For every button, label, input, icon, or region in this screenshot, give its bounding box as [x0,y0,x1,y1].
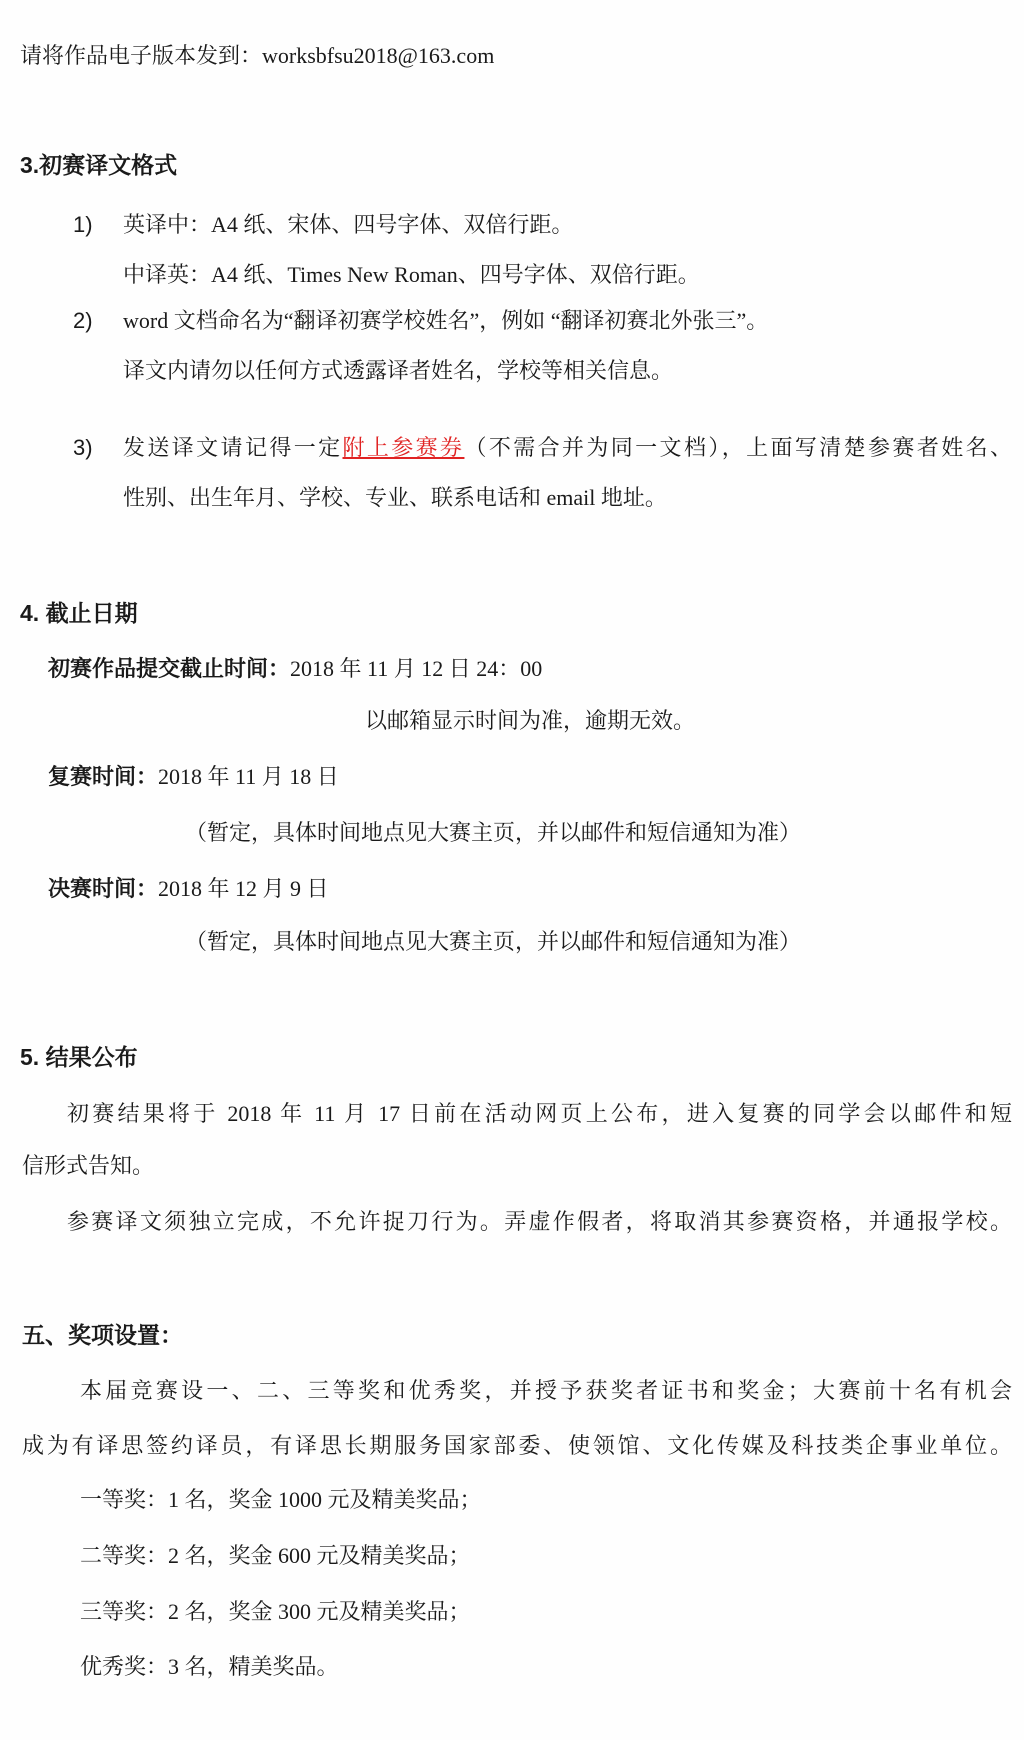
section-heading-results: 5. 结果公布 [20,1044,138,1070]
list-number-1: 1) [73,212,93,237]
submit-email-line: 请将作品电子版本发到：worksbfsu2018@163.com [20,43,495,68]
semifinal-time-value: 2018 年 11 月 18 日 [158,764,339,789]
submission-deadline-value: 2018 年 11 月 12 日 24：00 [290,656,543,681]
format-item3-line1 [123,433,1012,463]
section-heading-awards: 五、奖项设置： [22,1322,183,1348]
semifinal-note: （暂定，具体时间地点见大赛主页，并以邮件和短信通知为准） [185,820,802,845]
format-item1-line1: 英译中：A4 纸、宋体、四号字体、双倍行距。 [123,212,574,237]
format-item3-prefix: 发送译文请记得一定 [123,435,343,460]
submission-deadline-line [48,654,542,684]
prize-second: 二等奖：2 名，奖金 600 元及精美奖品； [80,1543,471,1568]
format-item3-line2: 性别、出生年月、学校、专业、联系电话和 email 地址。 [123,485,667,510]
section-heading-deadline: 4. 截止日期 [20,600,138,626]
results-para1-line2: 信形式告知。 [22,1153,155,1178]
submission-deadline-label: 初赛作品提交截止时间： [48,656,291,681]
list-number-3: 3) [73,435,93,460]
final-time-line [48,874,329,904]
final-time-label: 决赛时间： [48,876,159,901]
format-item2-line2: 译文内请勿以任何方式透露译者姓名，学校等相关信息。 [123,358,674,383]
final-time-value: 2018 年 12 月 9 日 [158,876,329,901]
results-para1-line1: 初赛结果将于 2018 年 11 月 17 日前在活动网页上公布，进入复赛的同学会以邮件和短 [67,1101,1012,1126]
awards-intro-line1: 本届竞赛设一、二、三等奖和优秀奖，并授予获奖者证书和奖金；大赛前十名有机会 [80,1378,1012,1403]
submission-deadline-note: 以邮箱显示时间为准，逾期无效。 [365,708,696,733]
semifinal-time-label: 复赛时间： [48,764,159,789]
list-number-2: 2) [73,308,93,333]
semifinal-time-line [48,762,339,792]
prize-first: 一等奖：1 名，奖金 1000 元及精美奖品； [80,1487,482,1512]
format-item1-line2: 中译英：A4 纸、Times New Roman、四号字体、双倍行距。 [123,262,700,287]
format-item2-line1: word 文档命名为“翻译初赛学校姓名”，例如 “翻译初赛北外张三”。 [123,308,769,333]
final-note: （暂定，具体时间地点见大赛主页，并以邮件和短信通知为准） [185,929,802,954]
prize-excellence: 优秀奖：3 名，精美奖品。 [80,1654,339,1679]
section-heading-format: 3.初赛译文格式 [20,152,178,178]
attach-entry-ticket-link[interactable]: 附上参赛券 [342,435,465,460]
awards-intro-line2: 成为有译思签约译员，有译思长期服务国家部委、使领馆、文化传媒及科技类企事业单位。 [22,1433,1012,1458]
format-item3-suffix: （不需合并为同一文档），上面写清楚参赛者姓名、 [464,435,1012,460]
prize-third: 三等奖：2 名，奖金 300 元及精美奖品； [80,1599,471,1624]
results-para2: 参赛译文须独立完成，不允许捉刀行为。弄虚作假者，将取消其参赛资格，并通报学校。 [67,1209,1012,1234]
